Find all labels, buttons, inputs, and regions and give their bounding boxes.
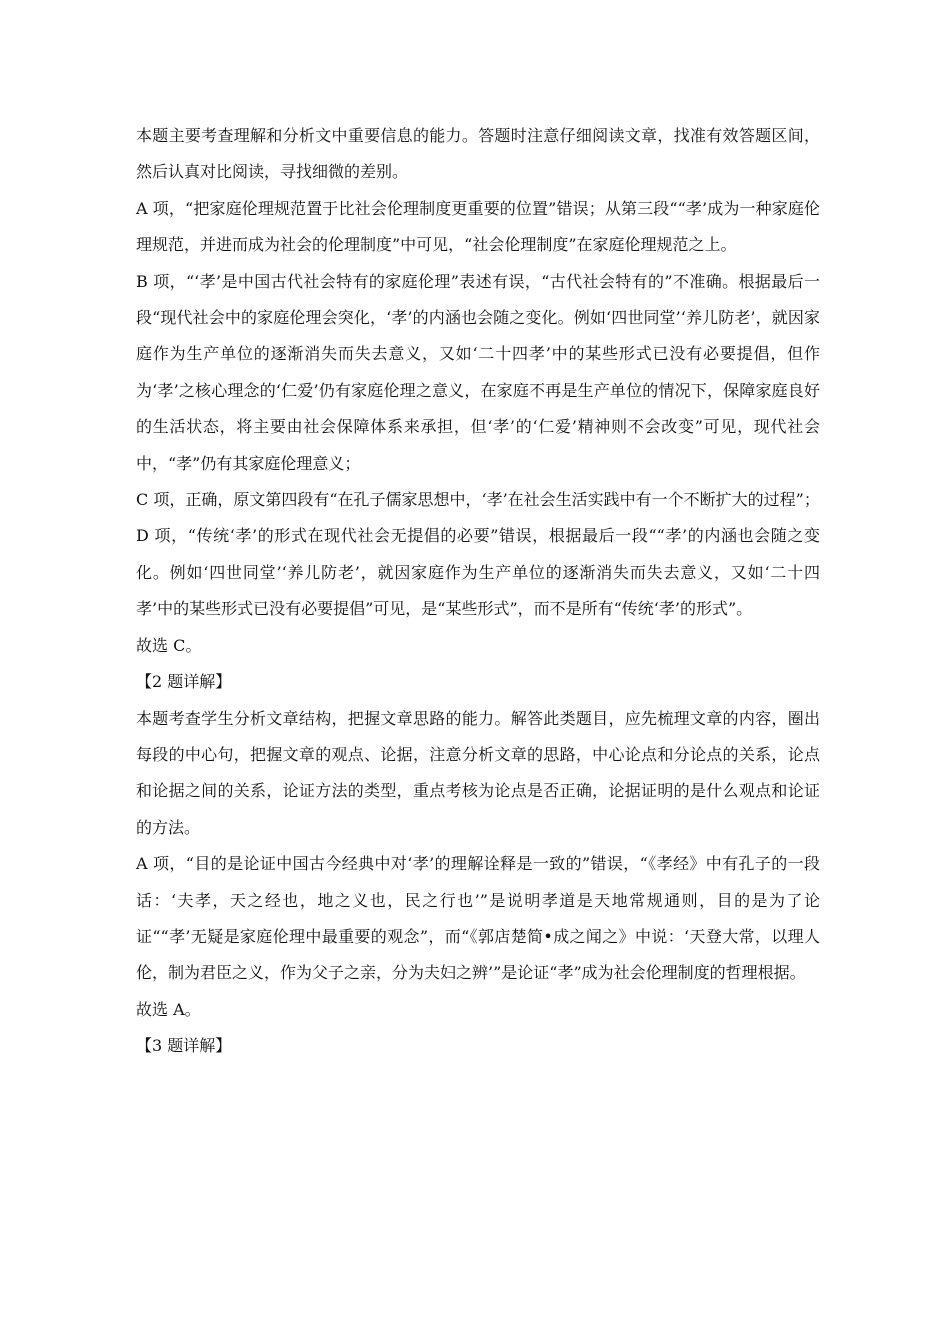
answer-explanation-body (136, 118, 820, 1065)
paragraph-q2-answer: 故选 A。 (136, 999, 201, 1019)
section-heading-q2: 【2 题详解】 (136, 672, 232, 692)
paragraph-q1-option-b: B 项，“‘孝’是中国古代社会特有的家庭伦理”表述有误，“古代社会特有的”不准确。根据最后一段“现代社会中的家庭伦理会突化，‘孝’的内涵也会随之变化。例如‘四世同堂’‘养儿防老’，就因家庭作为生产单位的逐渐消失而失去意义，又如‘二十四孝’中的某些形式已没有必要提倡，但作为‘孝’之核心理念的‘仁爱’仍有家庭伦理之意义，在家庭不再是生产单位的情况下，保障家庭良好的生活状态，将主要由社会保障体系来承担，但‘孝’的‘仁爱’精神则不会改变”可见，现代社会中，“孝”仍有其家庭伦理意义； (136, 271, 820, 473)
paragraph-q1-intro: 本题主要考查理解和分析文中重要信息的能力。答题时注意仔细阅读文章，找准有效答题区间，然后认真对比阅读，寻找细微的差别。 (136, 126, 820, 182)
paragraph-q1-option-c: C 项，正确，原文第四段有“在孔子儒家思想中，‘孝’在社会生活实践中有一个不断扩大的过程”； (136, 490, 820, 510)
paragraph-q2-intro: 本题考查学生分析文章结构，把握文章思路的能力。解答此类题目，应先梳理文章的内容，圈出每段的中心句，把握文章的观点、论据，注意分析文章的思路，中心论点和分论点的关系，论点和论据之间的关系，论证方法的类型，重点考核为论点是否正确，论据证明的是什么观点和论证的方法。 (136, 708, 820, 837)
paragraph-q1-option-a: A 项，“把家庭伦理规范置于比社会伦理制度更重要的位置”错误；从第三段““孝’成为一种家庭伦理规范，并进而成为社会的伦理制度”中可见，“社会伦理制度”在家庭伦理规范之上。 (136, 198, 820, 255)
paragraph-q2-option-a: A 项，“目的是论证中国古今经典中对‘孝’的理解诠释是一致的”错误，“《孝经》中有孔子的一段话：‘夫孝，天之经也，地之义也，民之行也’”是说明孝道是天地常规通则，目的是为了论证““孝’无疑是家庭伦理中最重要的观念”，而“《郭店楚简•成之闻之》中说：‘天登大常，以理人伦，制为君臣之义，作为父子之亲，分为夫妇之辨’”是论证“孝”成为社会伦理制度的哲理根据。 (136, 854, 820, 983)
paragraph-q1-option-d: D 项，“传统‘孝’的形式在现代社会无提倡的必要”错误，根据最后一段““孝’的内涵也会随之变化。例如‘四世同堂’‘养儿防老’，就因家庭作为生产单位的逐渐消失而失去意义，又如‘二十四孝’中的某些形式已没有必要提倡”可见，是“某些形式”，而不是所有“传统‘孝’的形式”。 (136, 526, 820, 619)
paragraph-q1-answer: 故选 C。 (136, 635, 202, 655)
section-heading-q3: 【3 题详解】 (136, 1036, 232, 1056)
